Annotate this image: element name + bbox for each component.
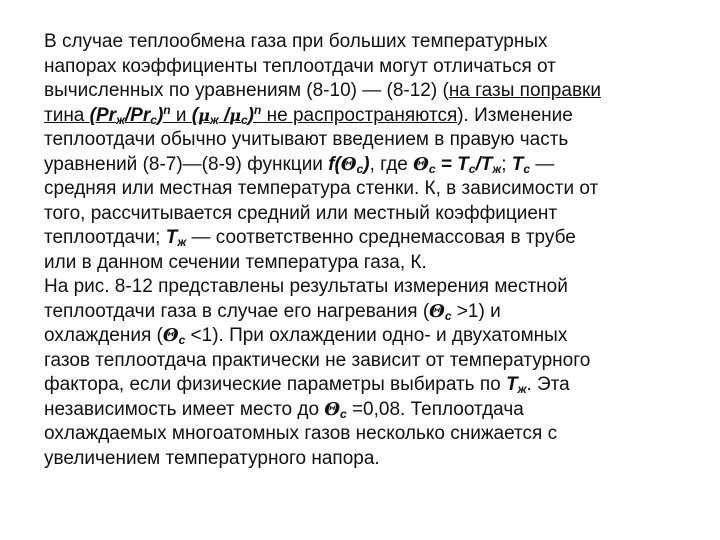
text-segment: ;	[501, 153, 512, 175]
viscosity-ratio-formula: ($\mu_ж$ $/\mu_c)^n$	[191, 102, 262, 127]
text-segment: уравнений (8-7)—(8-9) функции	[44, 153, 329, 175]
text-segment: теплоотдачи газа в случае его нагревания (	[44, 300, 430, 322]
text-segment: >1) и	[451, 300, 501, 322]
text-line-15	[44, 373, 694, 398]
temperature-factor-symbol: $\Theta_c$	[324, 398, 347, 421]
text-segment: теплоотдачи;	[44, 227, 166, 248]
underlined-note	[44, 102, 458, 127]
text-line-3	[44, 79, 694, 104]
temperature-factor-symbol: $\Theta_c$	[162, 325, 186, 347]
text-segment: , где	[369, 153, 414, 175]
text-line-11: На рис. 8-12 представлены результаты измерения местной	[44, 276, 568, 297]
text-segment: тина	[44, 104, 90, 126]
text-line-14: газов теплоотдача практически не зависит от температурного	[44, 349, 591, 371]
text-segment: не распространяются	[261, 104, 458, 126]
body-text	[44, 30, 694, 471]
text-segment: вычисленных по уравнениям (8-10) — (8-12) (	[44, 80, 449, 101]
text-segment: =0,08. Теплоотдача	[346, 398, 524, 420]
prandtl-ratio-formula: $(Pr_ж/Pr_c)^n$	[89, 102, 171, 127]
text-line-12	[44, 300, 694, 325]
wall-temperature-symbol: $T_c$	[511, 153, 531, 176]
gas-temperature-symbol: $T_ж$	[165, 227, 187, 249]
text-line-1: В случае теплообмена газа при больших температурных	[44, 31, 548, 52]
text-line-9	[44, 226, 694, 251]
text-line-4	[44, 104, 694, 129]
text-line-7: средняя или местная температура стенки. К, в зависимости от	[44, 178, 599, 199]
temperature-factor-function: $f(\Theta_c)$	[328, 153, 370, 176]
text-line-17: охлаждаемых многоатомных газов несколько снижается с	[44, 423, 558, 444]
text-segment: фактора, если физические параметры выбирать по	[44, 374, 506, 395]
text-line-10: или в данном сечении температура газа, К.	[44, 251, 427, 273]
underlined-note: на газы поправки	[448, 80, 601, 101]
text-line-18: увеличением температурного напора.	[44, 447, 380, 469]
text-line-8: того, рассчитывается средний или местный коэффициент	[44, 202, 558, 224]
text-line-5: теплоотдачи обычно учитывают введением в правую часть	[44, 129, 569, 150]
text-segment: —	[530, 153, 555, 175]
gas-temperature-symbol: $T_ж$	[506, 374, 527, 396]
temperature-factor-symbol: $\Theta_c$	[429, 300, 452, 323]
temperature-factor-definition: $\Theta_c = T_c/T_ж$	[413, 153, 502, 176]
text-line-13	[44, 324, 694, 349]
text-line-16	[44, 398, 694, 423]
text-segment: независимость имеет место до	[44, 398, 325, 420]
text-line-6	[44, 153, 694, 178]
text-segment: и	[170, 104, 192, 126]
text-segment: — соответственно среднемассовая в трубе	[186, 227, 576, 248]
text-line-2: напорах коэффициенты теплоотдачи могут отличаться от	[44, 55, 556, 77]
text-segment: ). Изменение	[457, 104, 573, 126]
text-segment: <1). При охлаждении одно- и двухатомных	[185, 325, 568, 346]
text-segment: . Эта	[526, 374, 570, 395]
text-segment: охлаждения (	[44, 325, 163, 346]
